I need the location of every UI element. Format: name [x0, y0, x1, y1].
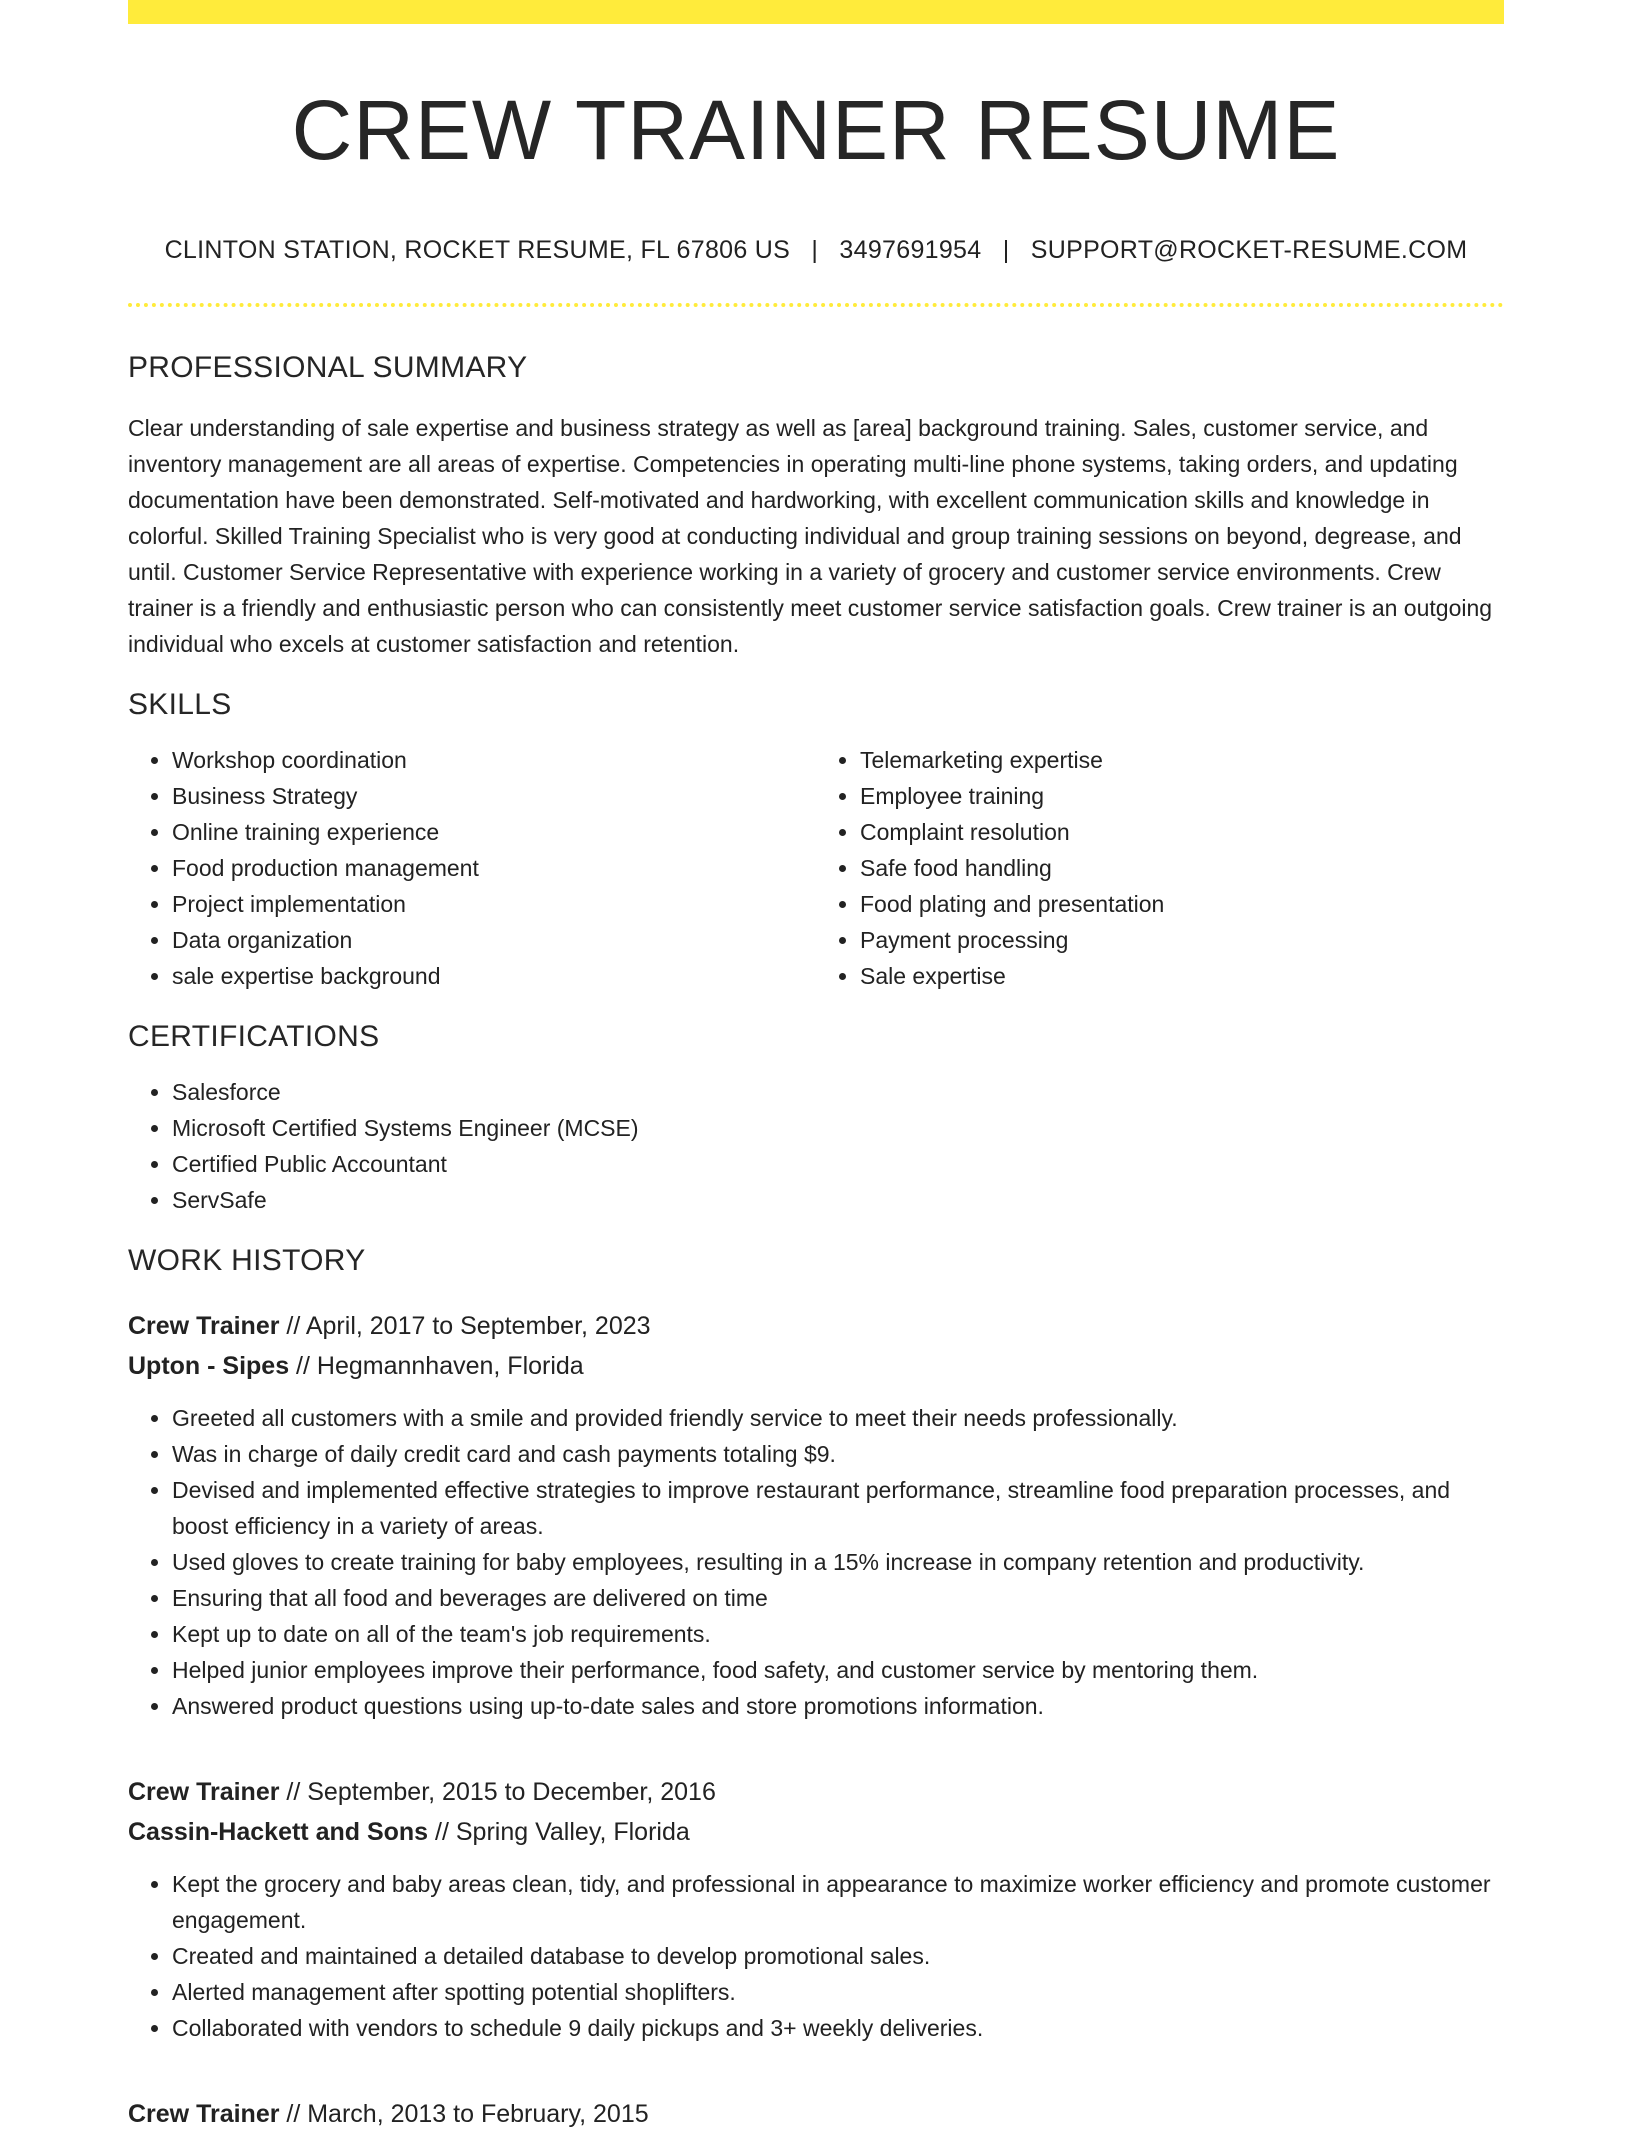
job-title-line: [128, 1306, 1504, 1346]
skill-item: • Project implementation: [172, 886, 816, 922]
work-history-section: [128, 1244, 1504, 2134]
skills-heading: SKILLS: [128, 688, 232, 722]
skill-item: • Employee training: [860, 778, 1504, 814]
job-duty: • Used gloves to create training for baby employees, resulting in a 15% increase in company retention and productivity.: [172, 1544, 1504, 1580]
certifications-list: [128, 1074, 1504, 1218]
job-entry: [128, 1772, 1504, 2046]
work-history-heading: WORK HISTORY: [128, 1244, 366, 1278]
skill-item: • Telemarketing expertise: [860, 742, 1504, 778]
job-duty: • Collaborated with vendors to schedule 9 daily pickups and 3+ weekly deliveries.: [172, 2010, 1504, 2046]
job-duty: • Answered product questions using up-to-date sales and store promotions information.: [172, 1688, 1504, 1724]
job-title: Crew Trainer: [128, 2100, 280, 2129]
certification-item: • Certified Public Accountant: [172, 1146, 1504, 1182]
email: SUPPORT@ROCKET-RESUME.COM: [1030, 236, 1468, 265]
job-duty: • Greeted all customers with a smile and provided friendly service to meet their needs professionally.: [172, 1400, 1504, 1436]
skill-item: • Payment processing: [860, 922, 1504, 958]
job-company-line: [128, 1812, 1504, 1852]
contact-line: [128, 236, 1504, 265]
job-company-line: [128, 1346, 1504, 1386]
phone: 3497691954: [839, 236, 982, 265]
job-duty: • Alerted management after spotting potential shoplifters.: [172, 1974, 1504, 2010]
skill-item: • Online training experience: [172, 814, 816, 850]
certification-item: • ServSafe: [172, 1182, 1504, 1218]
job-dates: // March, 2013 to February, 2015: [279, 2100, 649, 2129]
job-duty: • Created and maintained a detailed database to develop promotional sales.: [172, 1938, 1504, 1974]
skills-grid: [128, 742, 1504, 994]
resume-page: [128, 0, 1504, 2134]
skills-list-right: [816, 742, 1504, 994]
header-divider: [128, 303, 1504, 307]
summary-heading: PROFESSIONAL SUMMARY: [128, 351, 528, 385]
skill-item: • Business Strategy: [172, 778, 816, 814]
skill-item: • Complaint resolution: [860, 814, 1504, 850]
job-company: Upton - Sipes: [128, 1352, 290, 1381]
certifications-heading: CERTIFICATIONS: [128, 1020, 380, 1054]
certification-item: • Microsoft Certified Systems Engineer (MCSE): [172, 1110, 1504, 1146]
contact-separator: |: [1002, 236, 1010, 265]
job-dates: // April, 2017 to September, 2023: [279, 1312, 651, 1341]
certifications-section: [128, 1020, 1504, 1218]
job-duty: • Was in charge of daily credit card and cash payments totaling $9.: [172, 1436, 1504, 1472]
job-duties: [128, 1400, 1504, 1724]
job-dates: // September, 2015 to December, 2016: [279, 1778, 716, 1807]
job-title: Crew Trainer: [128, 1778, 280, 1807]
job-location: // Hegmannhaven, Florida: [289, 1352, 584, 1381]
resume-title: CREW TRAINER RESUME: [291, 83, 1341, 177]
skill-item: • Safe food handling: [860, 850, 1504, 886]
skill-item: • sale expertise background: [172, 958, 816, 994]
skill-item: • Food plating and presentation: [860, 886, 1504, 922]
job-title-line: [128, 2094, 1504, 2134]
skill-item: • Sale expertise: [860, 958, 1504, 994]
job-company: Cassin-Hackett and Sons: [128, 1818, 429, 1847]
summary-text: Clear understanding of sale expertise and business strategy as well as [area] background training. Sales, customer service, and inventory management are all areas of expertise. Competencies in operating multi-line phone systems, taking orders, and updating documentation have been demonstrated. Self-motivated and hardworking, with excellent communication skills and knowledge in colorful. Skilled Training Specialist who is very good at conducting individual and group training sessions on beyond, degrease, and until. Customer Service Representative with experience working in a variety of grocery and customer service environments. Crew trainer is a friendly and enthusiastic person who can consistently meet customer service satisfaction goals. Crew trainer is an outgoing individual who excels at customer satisfaction and retention.: [128, 415, 1493, 658]
job-location: // Spring Valley, Florida: [428, 1818, 690, 1847]
skill-item: • Food production management: [172, 850, 816, 886]
job-duty: • Devised and implemented effective strategies to improve restaurant performance, streamline food preparation processes, and boost efficiency in a variety of areas.: [172, 1472, 1504, 1544]
job-entry: [128, 1306, 1504, 1724]
job-duty: • Kept the grocery and baby areas clean, tidy, and professional in appearance to maximize worker efficiency and promote customer engagement.: [172, 1866, 1504, 1938]
job-duty: • Kept up to date on all of the team's job requirements.: [172, 1616, 1504, 1652]
certification-item: • Salesforce: [172, 1074, 1504, 1110]
skill-item: • Data organization: [172, 922, 816, 958]
address: CLINTON STATION, ROCKET RESUME, FL 67806 US: [164, 236, 791, 265]
job-duties: [128, 1866, 1504, 2046]
contact-separator: |: [811, 236, 819, 265]
job-title-line: [128, 1772, 1504, 1812]
skills-section: [128, 688, 1504, 994]
top-accent-bar: [128, 0, 1504, 24]
skill-item: • Workshop coordination: [172, 742, 816, 778]
job-duty: • Ensuring that all food and beverages are delivered on time: [172, 1580, 1504, 1616]
skills-list-left: [128, 742, 816, 994]
job-duty: • Helped junior employees improve their performance, food safety, and customer service by mentoring them.: [172, 1652, 1504, 1688]
job-title: Crew Trainer: [128, 1312, 280, 1341]
job-entry: [128, 2094, 1504, 2134]
